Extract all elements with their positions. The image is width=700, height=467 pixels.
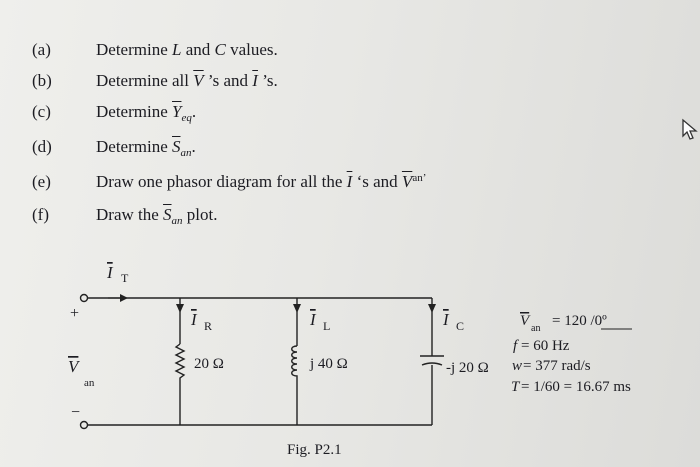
arrow-it-icon [120, 294, 128, 302]
minus-sign: − [71, 404, 81, 421]
c-value: -j 20 Ω [446, 360, 489, 376]
spec-w-symbol: w [512, 358, 523, 374]
ir-sub: R [204, 319, 213, 333]
capacitor-symbol [420, 356, 444, 365]
question-text: Determine $\overline{Y}_{eq}$. [96, 102, 197, 124]
spec-f-symbol: f [513, 338, 518, 354]
source-current-sub: T [121, 271, 129, 285]
arrow-il-icon [293, 304, 301, 313]
source-voltage-sub: an [84, 377, 95, 389]
ic-sub: C [456, 319, 465, 333]
source-current-label: I [107, 263, 113, 282]
ic-label: I [443, 310, 449, 329]
question-text: Draw the $\overline{S}_{an}$ plot. [96, 205, 218, 227]
inductor-symbol [292, 346, 297, 380]
spec-t-symbol: T [511, 379, 520, 395]
arrow-ir-icon [176, 304, 184, 313]
plus-sign: + [70, 305, 80, 322]
spec-van-symbol: V [520, 313, 530, 329]
question-label: (f) [32, 205, 49, 224]
question-text: Draw one phasor diagram for all the $\overline{I}$ ‘s and $\overline{V}^{an’}$ [96, 172, 427, 191]
spec-van-sub: an [531, 323, 541, 334]
il-label: I [310, 310, 316, 329]
question-label: (d) [32, 137, 52, 156]
question-text: Determine L and C values. [96, 40, 278, 59]
figure-caption: Fig. P2.1 [287, 442, 342, 458]
arrow-ic-icon [428, 304, 436, 313]
spec-t-value: = 1/60 = 16.67 ms [521, 379, 631, 395]
spec-f-value: = 60 Hz [521, 338, 570, 354]
source-voltage-label: V [68, 357, 79, 376]
question-text: Determine $\overline{S}_{an}$. [96, 137, 196, 159]
il-sub: L [323, 319, 331, 333]
resistor-symbol [176, 344, 184, 382]
l-value: j 40 Ω [310, 356, 348, 372]
question-label: (b) [32, 71, 52, 90]
question-label: (c) [32, 102, 51, 121]
mouse-pointer-icon [681, 118, 699, 142]
question-label: (e) [32, 172, 51, 191]
terminal-top [81, 295, 88, 302]
question-text: Determine all $\overline{V}$ ’s and $\overline{I}$ ’s. [96, 71, 278, 90]
r-value: 20 Ω [194, 356, 224, 372]
spec-van-value: = 120 /0º [552, 313, 607, 329]
ir-label: I [191, 310, 197, 329]
terminal-bottom [81, 422, 88, 429]
question-label: (a) [32, 40, 51, 59]
spec-w-value: = 377 rad/s [523, 358, 591, 374]
